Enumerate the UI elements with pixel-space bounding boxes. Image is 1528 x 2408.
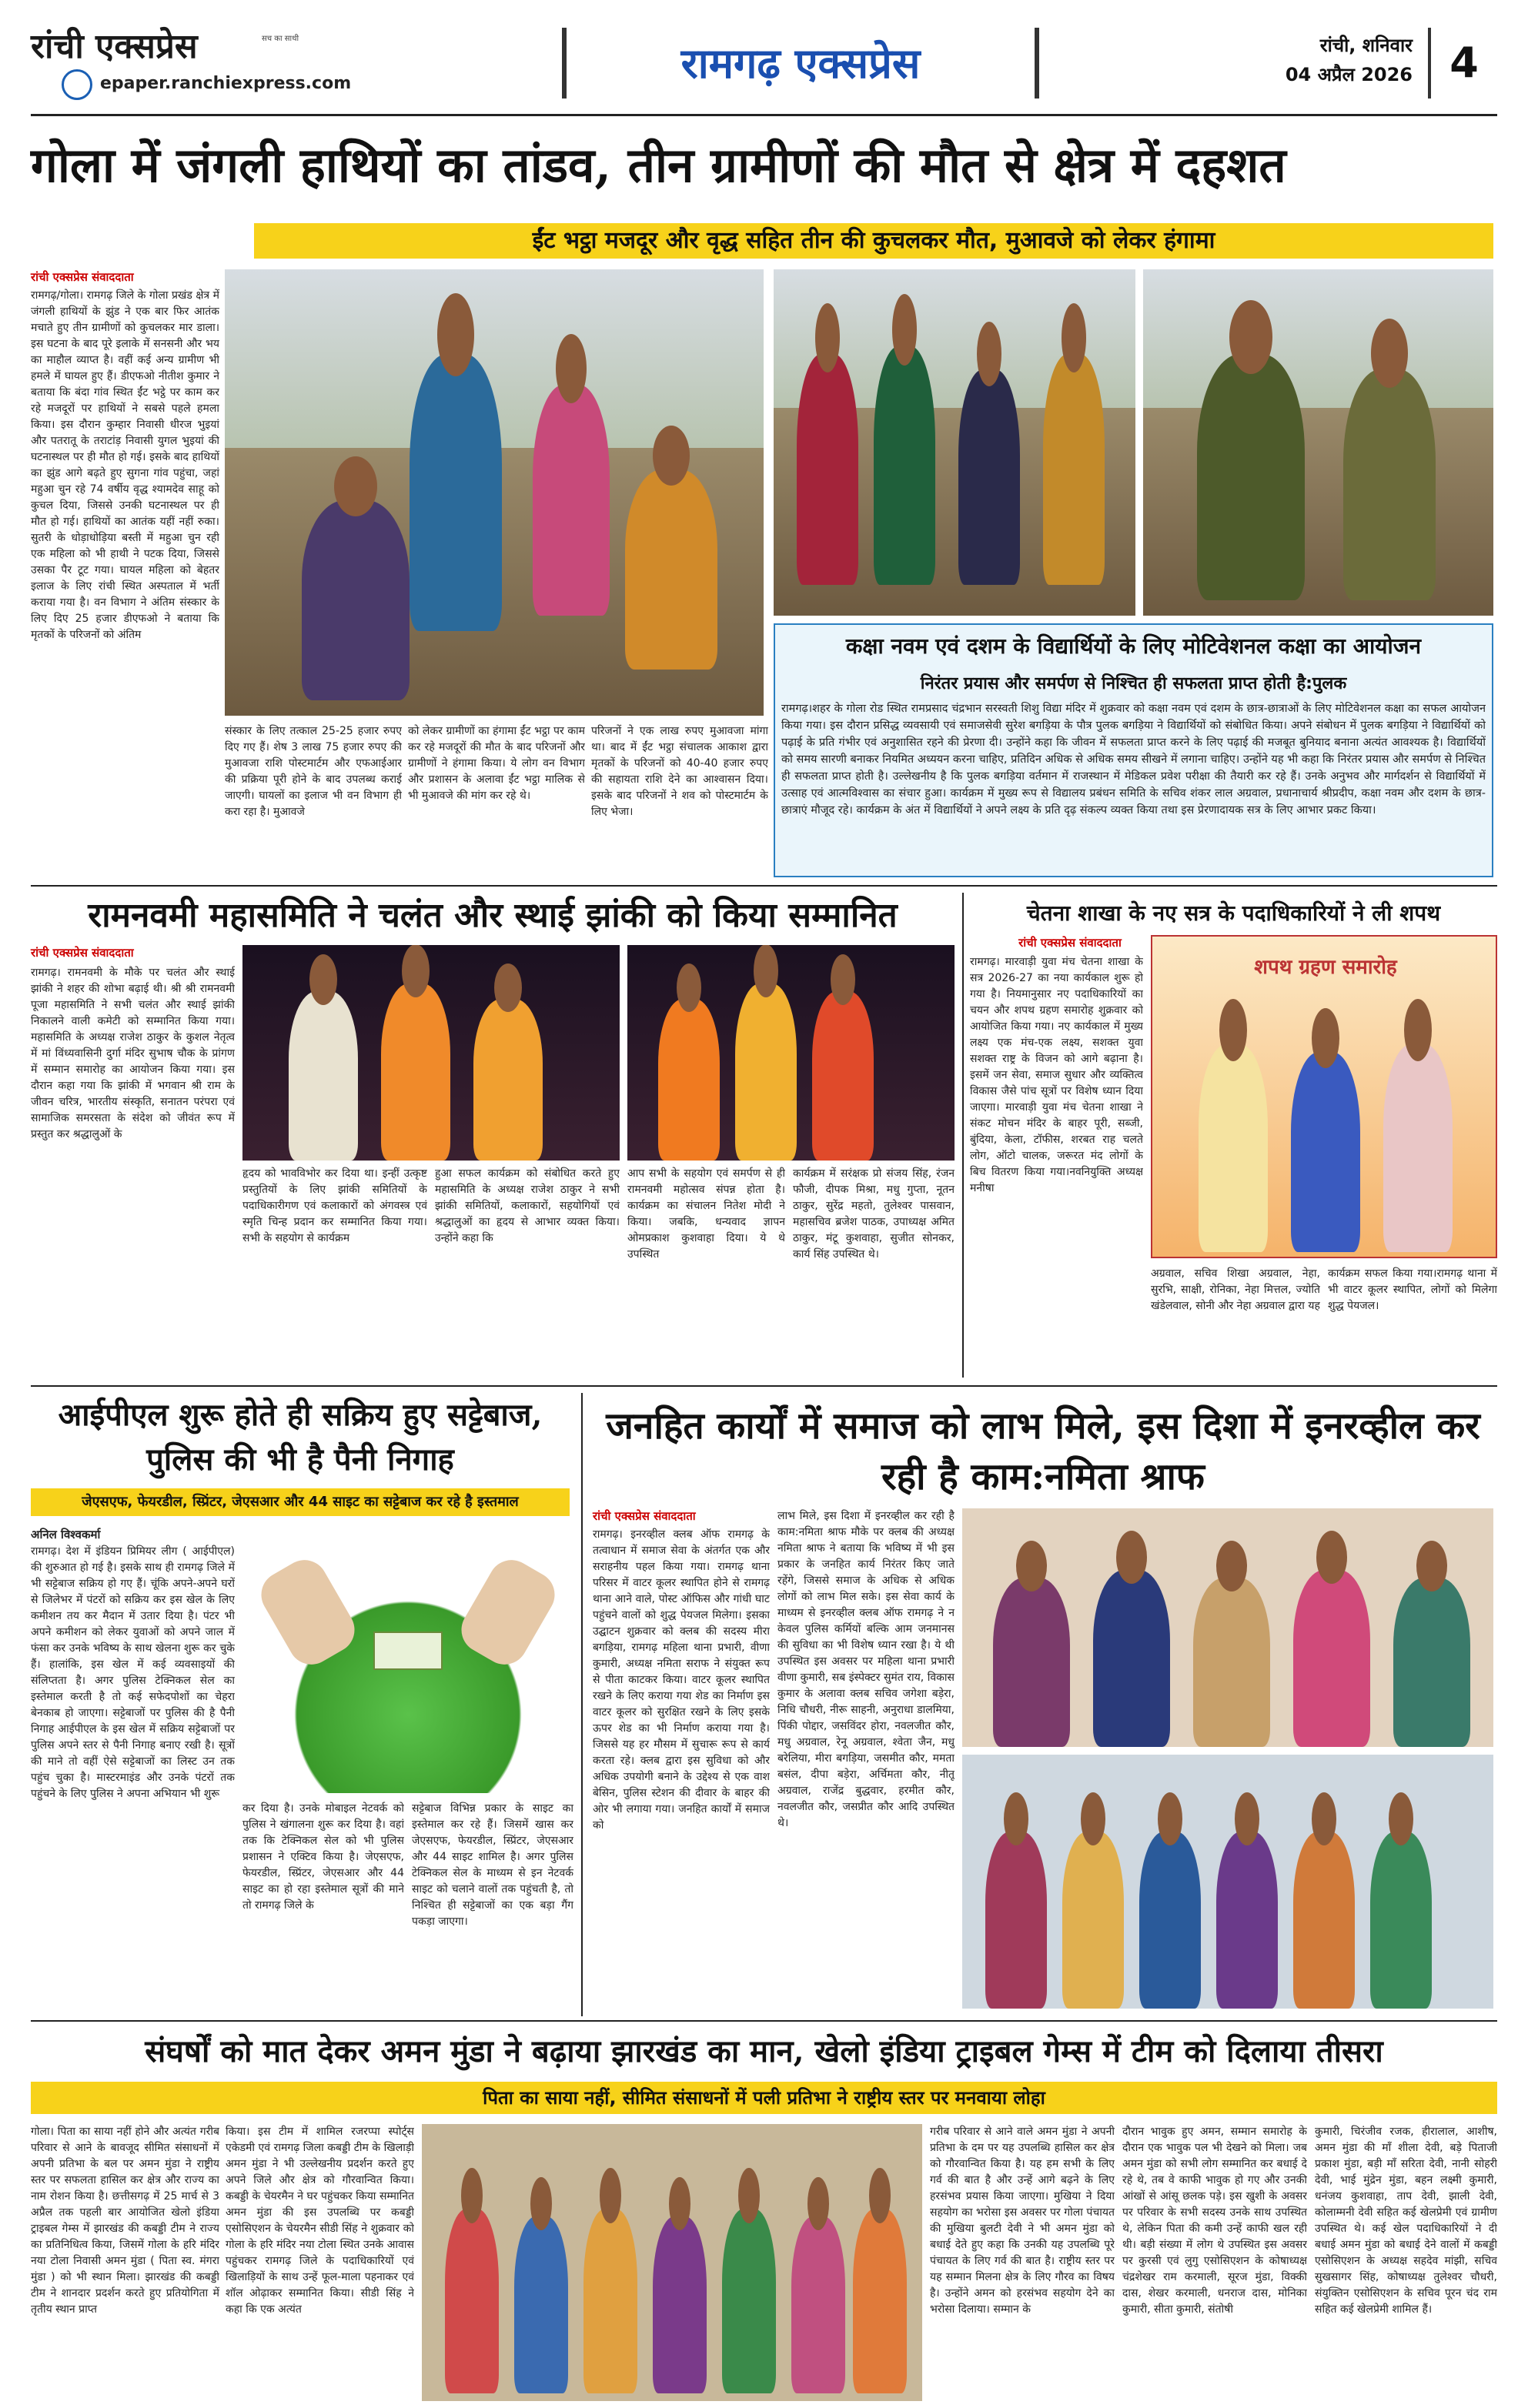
dateline: [1286, 31, 1413, 89]
story1-col1: रामगढ़/गोला। रामगढ़ जिले के गोला प्रखंड क्षेत्र में जंगली हाथियों के झुंड ने एक बार फिर आतंक मचाते हुए तीन ग्रामीणों को कुचलकर मार डाला। इस घटना के बाद पूरे इलाके में सनसनी और भय का माहौल व्याप्त है। वहीं कई अन्य ग्रामीण भी हमले में घायल हुए हैं। डीएफओ नीतीश कुमार ने बताया कि बंदा गांव स्थित ईंट भट्ठे पर काम कर रहे मजदूरों पर हाथियों ने सबसे पहले हमला किया। इस दौरान कुम्हार निवासी धीरज भुइयां और पतरातू के तराटांड़ निवासी युगल भुइयां की घटनास्थल पर ही मौत हो गई। इसके बाद हाथियों का झुंड आगे बढ़ते हुए सुगना गांव पहुंचा, जहां महुआ चुन रहे 74 वर्षीय वृद्ध श्यामदेव साहू को कुचल दिया, जिससे उनकी घटनास्थल पर ही मौत हो गई। हाथियों का आतंक यहीं नहीं रुका। सुतरी के धोड़ाधोड़िया बस्ती में महुआ चुन रही एक महिला को भी हाथी ने पटक दिया, जिससे उसका पैर टूट गया। घायल महिला को बेहतर इलाज के लिए रांची स्थित अस्पताल में भर्ती कराया गया है। वन विभाग ने अंतिम संस्कार के लिए दिए 25 हजार डीएफओ ने बताया कि मृतकों के परिजनों को अंतिम: [31, 289, 219, 641]
story7-col5: कुमारी, चिरंजीव रजक, हीरालाल, आशीष, अमन मुंडा की माँ शीला देवी, बड़े पिताजी प्रकाश मुंडा, बड़ी माँ सरिता देवी, नानी सोहरी देवी, भाई मुंद्रेन मुंडा, बहन लक्ष्मी कुमारी, धनंजय कुशवाहा, ताप देवी, झाली देवी, कोलाम्मनी देवी सहित कई खेलप्रेमी एवं ग्रामीण उपस्थित थे। कई खेल पदाधिकारियों ने दी बधाई अमन मुंडा को बधाई देने वालों में कबड्डी एसोसिएशन के अध्यक्ष सहदेव मांझी, सचिव सुखसागर सिंह, कोषाध्यक्ष तुलेश्वर चौधरी, संयुक्तिन एसोसिएशन के सचिव पूरन चंद राम सहित कई खेलप्रेमी शामिल हैं।: [1315, 2126, 1497, 2316]
story7-subhead: पिता का साया नहीं, सीमित संसाधनों में पली प्रतिभा ने राष्ट्रीय स्तर पर मनवाया लोहा: [31, 2082, 1497, 2114]
story7-headline: संघर्षों को मात देकर अमन मुंडा ने बढ़ाया झारखंड का मान, खेलो इंडिया ट्राइबल गेम्स में टीम को दिलाया तीसरा: [145, 2033, 1383, 2069]
story5-col2: कर दिया है। उनके मोबाइल नेटवर्क को पुलिस ने खंगालना शुरू कर दिया है। वहां तक कि टेक्निकल सेल को भी पुलिस प्रशासन ने एक्टिव किया है। जेएसएफ, फेयरडील, स्प्रिंटर, जेएसआर और 44 साइट का हो रहा इस्तेमाल सूत्रों की माने तो रामगढ़ जिले के: [242, 1802, 404, 1912]
section-rule-2: [31, 1385, 1497, 1387]
page-number: 4: [1428, 28, 1497, 99]
story3-col4: आप सभी के सहयोग एवं समर्पण से ही रामनवमी महोत्सव संपन्न होता है। कार्यक्रम का संचालन नितेश मोदी ने किया। जबकि, धन्यवाद ज्ञापन ओमप्रकाश कुशवाहा दिया। ये थे उपस्थित: [627, 1167, 785, 1261]
section-rule-3: [31, 2020, 1497, 2022]
story1-col3: को लेकर ग्रामीणों का हंगामा ईंट भट्ठा पर काम कर रहे मजदूरों की मौत के बाद परिजनों और ग्रामीणों ने हंगामा किया। ये लोग वन विभाग और प्रशासन के अलावा ईंट भट्ठा मालिक से भी मुआवजे की मांग कर रहे थे।: [408, 725, 585, 802]
story3-col5: कार्यक्रम में सरंक्षक प्रो संजय सिंह, रंजन फौजी, दीपक मिश्रा, मधु गुप्ता, नूतन ठाकुर, सुरेंद्र महतो, तुलेश्वर पासवान, महासचिव ब्रजेश पाठक, उपाध्यक्ष अमित ठाकुर, मंटू कुशवाहा, सुजीत सोनकर, कार्य सिंह उपस्थित थे।: [793, 1167, 955, 1261]
story6-col2: लाभ मिले, इस दिशा में इनरव्हील कर रही है काम:नमिता श्राफ मौके पर क्लब की अध्यक्ष नमिता श्राफ ने बताया कि भविष्य में भी इस प्रकार के जनहित कार्य निरंतर किए जाते रहेंगे, जिससे समाज के अधिक से अधिक लोगों को लाभ मिल सके। इस सेवा कार्य के माध्यम से इनरव्हील क्लब ऑफ रामगढ़ ने न केवल पुलिस कर्मियों बल्कि आम जनमानस की सुविधा का भी विशेष ध्यान रखा है। ये थी उपस्थित इस अवसर पर महिला थाना प्रभारी वीणा कुमारी, सब इंस्पेक्टर सुमंत राय, विकास कुमार के अलावा क्लब सचिव जगेशा बड़ेरा, निधि चौधरी, नीरू साहनी, अनुराधा डालमिया, पिंकी पोद्दार, जसविंदर होरा, नवलजीत कौर, मधु अग्रवाल, रेनू अग्रवाल, श्वेता जैन, मधु बरेलिया, मीरा बगड़िया, जसमीत कौर, ममता बसंल, दीपा बड़ेरा, अर्चिमता कौर, नीतू अग्रवाल, राजेंद्र बुद्धवार, हरमीत कौर, नवलजीत कौर, जसप्रीत कौर आदि उपस्थित थे।: [777, 1510, 955, 1829]
story2-headline: कक्षा नवम एवं दशम के विद्यार्थियों के लिए मोटिवेशनल कक्षा का आयोजन: [845, 633, 1422, 659]
story5-headline: आईपीएल शुरू होते ही सक्रिय हुए सट्टेबाज, पुलिस की भी है पैनी निगाह: [58, 1397, 543, 1478]
story1-headline: गोला में जंगली हाथियों का तांडव, तीन ग्रामीणों की मौत से क्षेत्र में दहशत: [31, 137, 1286, 193]
story4-col3: कार्यक्रम सफल किया गया।रामगढ़ थाना में भी वाटर कूलर स्थापित, लोगों को मिलेगा शुद्ध पेयजल।: [1328, 1267, 1497, 1312]
epaper-url[interactable]: epaper.ranchiexpress.com: [100, 74, 352, 93]
story1-photo-grieving-villagers: [225, 269, 764, 716]
story3-photo-group: [627, 945, 955, 1161]
newspaper-logo: रांची एक्सप्रेस: [31, 27, 198, 66]
story7-col3: गरीब परिवार से आने वाले अमन मुंडा ने अपनी प्रतिभा के दम पर यह उपलब्धि हासिल कर क्षेत्र को गौरवान्वित किया है। यह हम सभी के लिए गर्व की बात है और उन्हें आगे बढ़ने के लिए हरसंभव प्रयास किया जाएगा। मुखिया ने दिया सहयोग का भरोसा इस अवसर पर गोला पंचायत की मुखिया बुलटी देवी ने भी अमन मुंडा को बधाई देते हुए कहा कि उनकी यह उपलब्धि पूरे पंचायत के लिए गर्व की बात है। राष्ट्रीय स्तर पर यह सम्मान मिलना क्षेत्र के लिए गौरव का विषय है। उन्होंने अमन को हरसंभव सहयोग देने का भरोसा दिलाया। सम्मान के: [930, 2126, 1115, 2316]
story3-headline: रामनवमी महासमिति ने चलंत और स्थाई झांकी को किया सम्मानित: [88, 896, 898, 935]
story7-col4: दौरान भावुक हुए अमन, सम्मान समारोह के दौरान एक भावुक पल भी देखने को मिला। जब अमन मुंडा को सभी लोग सम्मानित कर बधाई दे रहे थे, तब वे काफी भावुक हो गए और उनकी आंखों से आंसू छलक पड़े। इस खुशी के अवसर पर परिवार के सभी सदस्य उनके साथ उपस्थित थे, लेकिन पिता की कमी उन्हें काफी खल रही थी। बड़ी संख्या में लोग थे उपस्थित इस अवसर पर कुरसी एवं लुगु एसोसिएशन के कोषाध्यक्ष चंद्रशेखर राम करमाली, सूरज मुंडा, विक्की दास, शेखर करमाली, धनराज दास, मोनिका कुमारी, सीता कुमारी, संतोषी: [1122, 2126, 1307, 2316]
story4-col1: रामगढ़। मारवाड़ी युवा मंच चेतना शाखा के सत्र 2026-27 का नया कार्यकाल शुरू हो गया है। नियमानुसार नए पदाधिकारियों का चयन और शपथ ग्रहण समारोह शुक्रवार को आयोजित किया गया। नए कार्यकाल में मुख्य लक्ष्य एक मंच-एक लक्ष्य, सशक्त युवा सशक्त राष्ट्र के विजन को आगे बढ़ाना है। इसमें जन सेवा, समाज सुधार और व्यक्तित्व विकास जैसे पांच सूत्रों पर विशेष ध्यान दिया जाएगा। मारवाड़ी युवा मंच चेतना शाखा ने संकट मोचन मंदिर के बाहर पूरी, सब्जी, बुंदिया, केला, टॉफीस, शरबत राह चलते लोग, ऑटो चालक, जरूरत मंद लोगों के बिच वितरण किया गया।नवनियुक्ति अध्यक्ष मनीषा: [970, 956, 1143, 1194]
vertical-rule-1: [962, 893, 964, 1378]
masthead-logo-block: [31, 22, 431, 106]
logo-tagline: सच का साथी: [262, 35, 299, 43]
issue-date: 04 अप्रैल 2026: [1285, 64, 1413, 85]
city-day: रांची, शनिवार: [1319, 35, 1413, 56]
story3-photo-felicitation: [242, 945, 620, 1161]
story3-col2: हृदय को भावविभोर कर दिया था। इन्हीं उत्कृष्ट प्रस्तुतियों के लिए झांकी समितियों के पदाधिकारीगण एवं कलाकारों को अंगवस्त्र एवं स्मृति चिन्ह प्रदान कर सम्मानित किया गया। सभी के सहयोग से कार्यक्रम: [242, 1167, 427, 1244]
story2-text: रामगढ़।शहर के गोला रोड स्थित रामप्रसाद चंद्रभान सरस्वती शिशु विद्या मंदिर में शुक्रवार को कक्षा नवम एवं दशम के छात्र-छात्राओं के लिए मोटिवेशनल कक्षा का सफल आयोजन किया गया। इस दौरान प्रसिद्ध व्यवसायी एवं समाजसेवी सुरेश बगड़िया के पौत्र पुलक बगड़िया ने विद्यार्थियों को संबोधित किया। अपने संबोधन में पुलक बगड़िया ने विद्यार्थियों को पढ़ाई के प्रति गंभीर एवं अनुशासित रहने की प्रेरणा दी। उन्होंने कहा कि जीवन में सफलता प्राप्त करने के लिए पढ़ाई की मजबूत बुनियाद बनाना अत्यंत आवश्यक है। विद्यार्थियों को समय सारणी बनाकर नियमित अध्ययन करना चाहिए, प्रतिदिन अधिक से अधिक समय सीखने में लगाना चाहिए। उन्होंने यह भी कहा कि निरंतर प्रयास और समर्पण से निश्चित ही सफलता प्राप्त होती है। उल्लेखनीय है कि पुलक बगड़िया वर्तमान में राजस्थान में मेडिकल प्रवेश परीक्षा की तैयारी कर रहे हैं। उनके अनुभव और मार्गदर्शन से विद्यार्थियों में उत्साह एवं आत्मविश्वास का संचार हुआ। कार्यक्रम में मुख्य रूप से विद्यालय प्रबंधन समिति के सचिव शंकर लाल अग्रवाल, प्रधानाचार्य श्रीप्रदीप, कक्षा नवम और दशम के छात्र-छात्राएं मौजूद रहे। कार्यक्रम के अंत में विद्यार्थियों ने अपने लक्ष्य के प्रति दृढ़ संकल्प व्यक्त किया तथा इस प्रेरणादायक सत्र के लिए आभार प्रकट किया।: [781, 703, 1486, 817]
story7-col2: किया। इस टीम में शामिल रजरप्पा स्पोर्ट्स एकेडमी एवं रामगढ़ जिला कबड्डी टीम के खिलाड़ी अमन मुंडा ने भी उल्लेखनीय प्रदर्शन करते हुए अपने जिले और क्षेत्र को गौरवान्वित किया। कबड्डी के चेयरमैन ने घर पहुंचकर किया सम्मानित अमन मुंडा की इस उपलब्धि पर कबड्डी एसोसिएशन के चेयरमैन सीडी सिंह ने शुक्रवार को गोला के हरि मंदिर नया टोला स्थित उनके आवास पहुंचकर रामगढ़ जिले के पदाधिकारियों एवं खिलाड़ियों के साथ उन्हें फूल-माला पहनाकर एवं शॉल ओढ़ाकर सम्मानित किया। सीडी सिंह ने कहा कि एक अत्यंत: [226, 2126, 414, 2316]
story1-col4: परिजनों ने एक लाख रुपए मुआवजा मांगा था। बाद में ईंट भट्ठा संचालक आकाश द्वारा मृतकों के परिजनों को 40-40 हजार रुपए की सहायता राशि देने का आश्वासन दिया। इसके बाद परिजनों ने शव को पोस्टमार्टम के लिए भेजा।: [591, 725, 768, 818]
story5-col1: रामगढ़। देश में इंडियन प्रिमियर लीग ( आईपीएल) की शुरुआत हो गई है। इसके साथ ही रामगढ़ जिले में भी सट्टेबाज सक्रिय हो गए हैं। चूंकि अपने-अपने घरों से जिलेभर में पंटरों को सक्रिय कर इस खेल के लिए कमीशन तय कर मैदान में उतार दिया है। पंटर भी अपने कमीशन को लेकर युवाओं को अपने जाल में फंसा कर उनके भविष्य के साथ खेलना शुरू कर चुके हैं। हालांकि, इस खेल में कई व्यवसाइयों की संलिप्तता है। अगर पुलिस टेक्निकल सेल का इस्तेमाल करती है तो कई सफेदपोशों का चेहरा बेनकाब हो जाएगा। सट्टेबाजों पर पुलिस की है पैनी निगाह आईपीएल के इस खेल में सक्रिय सट्टेबाजों पर पुलिस अपने स्तर से पैनी निगाह बनाए रखी है। सूत्रों की माने तो वहीं ऐसे सट्टेबाजों का लिस्ट उन तक पहुंच चुका है। मास्टरमाइंड और उनके पंटरों तक पहुंचने के लिए पुलिस ने अपना अभियान भी शुरू: [31, 1545, 235, 1800]
story6-headline: जनहित कार्यों में समाज को लाभ मिले, इस दिशा में इनरव्हील कर रही है काम:नमिता श्राफ: [606, 1404, 1480, 1498]
story2-subhead: निरंतर प्रयास और समर्पण से निश्चित ही सफलता प्राप्त होती है:पुलक: [920, 674, 1347, 693]
story5-illustration-betting: [242, 1531, 573, 1793]
section-rule-1: [31, 885, 1497, 887]
story5-col3: सट्टेबाज विभिन्न प्रकार के साइट का इस्तेमाल कर रहे हैं। जिसमें खास कर जेएसएफ, फेयरडील, स्प्रिंटर, जेएसआर और 44 साइट शामिल है। अगर पुलिस टेक्निकल सेल के माध्यम से इन नेटवर्क साइट को चलाने वालों तक पहुंचती है, तो निश्चित ही सट्टेबाजों का एक बड़ा गैंग पकड़ा जाएगा।: [412, 1802, 573, 1928]
story4-photo-oath-ceremony: [1151, 935, 1497, 1258]
story4-col2: अग्रवाल, सचिव शिखा अग्रवाल, नेहा, सुरभि, साक्षी, रोनिका, नेहा मित्तल, ज्योति खंडेलवाल, सोनी और नेहा अग्रवाल द्वारा यह: [1151, 1267, 1320, 1312]
edition-title-bar: [562, 28, 1039, 99]
story1-photo-crowd: [774, 269, 1135, 616]
story4-headline: चेतना शाखा के नए सत्र के पदाधिकारियों ने ली शपथ: [1026, 900, 1441, 926]
story6-col1: रामगढ़। इनरव्हील क्लब ऑफ रामगढ़ के तत्वाधान में समाज सेवा के अंतर्गत एक और सराहनीय पहल किया गया। रामगढ़ थाना परिसर में वाटर कूलर स्थापित होने से रामगढ़ थाना आने वाले, पोस्ट ऑफिस और गांधी घाट पहुंचने वालों को शुद्ध पेयजल मिलेगा। इसका उद्घाटन शुक्रवार को क्लब की सदस्य मीरा बगड़िया, रामगढ़ महिला थाना प्रभारी, वीणा कुमारी, अध्यक्ष नमिता सराफ ने संयुक्त रूप से पीता काटकर किया। वाटर कूलर स्थापित रखने के लिए कराया गया शेड का निर्माण इस वाटर कूलर को सुरक्षित रखने के लिए इसके ऊपर शेड का भी निर्माण कराया गया है। जिससे यह हर मौसम में सुचारू रूप से कार्य करता रहे। क्लब द्वारा इस सुविधा को और अधिक उपयोगी बनाने के उद्देश्य से एक वाश बेसिन, पुलिस स्टेशन की दीवार के बाहर की ओर भी लगाया गया। जनहित कार्यों में समाज को: [593, 1528, 770, 1832]
story3-byline: रांची एक्सप्रेस संवाददाता: [31, 946, 134, 960]
story6-byline: रांची एक्सप्रेस संवाददाता: [593, 1509, 696, 1523]
story6-photo-inauguration: [962, 1508, 1493, 1747]
story7-photo-felicitation: [422, 2124, 922, 2401]
story3-col1: रामगढ़। रामनवमी के मौके पर चलंत और स्थाई झांकी ने शहर की शोभा बढ़ाई थी। श्री श्री रामनवमी पूजा महासमिति ने सभी चलंत और स्थाई झांकी निकालने वाली कमेटी को सम्मानित किया गया। महासमिति के अध्यक्ष राजेश ठाकुर के कुशल नेतृत्व में मां विंध्यवासिनी दुर्गा मंदिर सुभाष चौक के प्रांगण में सम्मान समारोह का आयोजन किया गया। इस दौरान कहा गया कि झांकी में भगवान श्री राम के जीवन चरित्र, भारतीय संस्कृति, सनातन परंपरा एवं सामाजिक समरसता के संदेश को जीवंत रूप में प्रस्तुत कर श्रद्धालुओं के: [31, 967, 235, 1141]
story1-photo-forest-officials: [1143, 269, 1493, 616]
story1-col2: संस्कार के लिए तत्काल 25-25 हजार रुपए दिए गए हैं। शेष 3 लाख 75 हजार रुपए की मुआवजा राशि पोस्टमार्टम और एफआईआर की प्रक्रिया पूरी होने के बाद उपलब्ध कराई जाएगी। घायलों का इलाज भी वन विभाग ही करा रहा है। मुआवजे: [225, 725, 402, 818]
story7-col1: गोला। पिता का साया नहीं होने और अत्यंत गरीब परिवार से आने के बावजूद सीमित संसाधनों में अपनी प्रतिभा के बल पर अमन मुंडा ने राष्ट्रीय स्तर पर सफलता हासिल कर क्षेत्र और राज्य का नाम रोशन किया है। छत्तीसगढ़ में 25 मार्च से 3 अप्रैल तक पहली बार आयोजित खेलो इंडिया ट्राइबल गेम्स में झारखंड की कबड्डी टीम ने राज्य का प्रतिनिधित्व किया, जिसमें गोला के हरि मंदिर नया टोला निवासी अमन मुंडा ( पिता स्व. मंगरा मुंडा ) को भी स्थान मिला। झारखंड की कबड्डी टीम ने शानदार प्रदर्शन करते हुए प्रतियोगिता में तृतीय स्थान प्राप्त: [31, 2126, 219, 2316]
vertical-rule-2: [581, 1393, 583, 2016]
story6-photo-group: [962, 1755, 1493, 2009]
edition-title: रामगढ़ एक्सप्रेस: [680, 38, 921, 88]
story3-col3: हुआ सफल कार्यक्रम को संबोधित करते हुए महासमिति के अध्यक्ष राजेश ठाकुर ने सभी झांकी समितियों, कलाकारों, सहयोगियों एवं श्रद्धालुओं का हृदय से आभार व्यक्त किया। उन्होंने कहा कि: [435, 1167, 620, 1244]
story4-byline: रांची एक्सप्रेस संवाददाता: [1018, 936, 1122, 950]
globe-icon: [62, 69, 92, 100]
story1-subhead: ईंट भट्ठा मजदूर और वृद्ध सहित तीन की कुचलकर मौत, मुआवजे को लेकर हंगामा: [254, 223, 1493, 259]
story5-subhead: जेएसएफ, फेयरडील, स्प्रिंटर, जेएसआर और 44 साइट का सट्टेबाज कर रहे है इस्तमाल: [31, 1488, 570, 1516]
masthead-rule: [31, 114, 1497, 116]
story5-byline: अनिल विश्वकर्मा: [31, 1528, 101, 1541]
story4-banner: शपथ ग्रहण समारोह: [1254, 956, 1397, 979]
story1-byline: रांची एक्सप्रेस संवाददाता: [31, 270, 134, 284]
